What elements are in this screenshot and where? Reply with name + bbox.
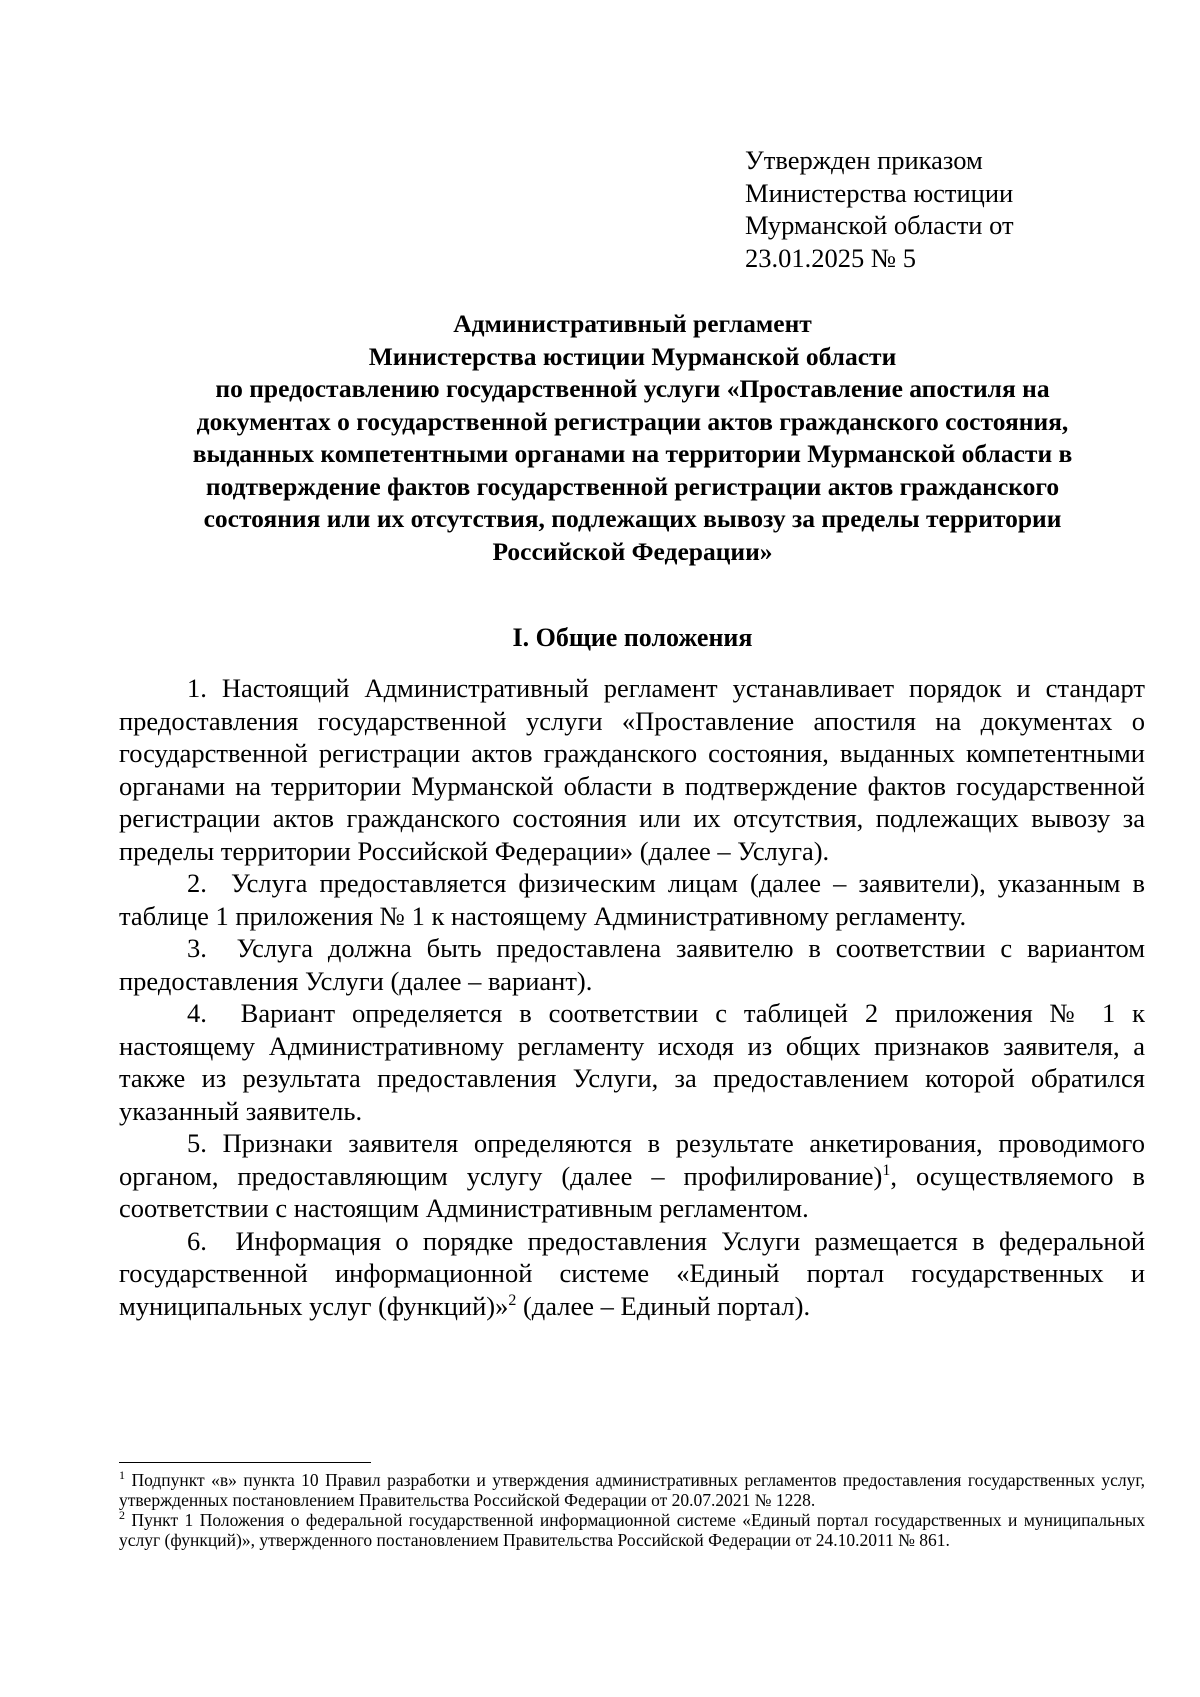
body-text [119,672,1145,1322]
section-heading: I. Общие положения [512,623,753,652]
paragraph [119,867,1145,932]
document-title [120,308,1145,568]
footnote-text: Подпункт «в» пункта 10 Правил разработки и утверждения административных регламентов предоставления государственных услуг, утвержденных постановлением Правительства Российской Федерации от 20.07.2021 № 1228. [119,1470,1145,1510]
footnote-mark: 1 [119,1468,125,1483]
paragraph-text: Настоящий Административный регламент устанавливает порядок и стандарт предоставления государственной услуги «Проставление апостиля на документах о государственной регистрации актов гражданского состояния, выданных компетентными органами на территории Мурманской области в подтверждение фактов государственной регистрации актов гражданского состояния или их отсутствия, подлежащих вывозу за пределы территории Российской Федерации» (далее – Услуга). [119,673,1145,866]
title-line: документах о государственной регистрации актов гражданского состояния, [196,406,1069,436]
paragraph [119,1127,1145,1225]
footnote [119,1510,1145,1550]
paragraph [119,672,1145,867]
approval-line: Мурманской области от [745,210,1014,240]
title-line: по предоставлению государственной услуги «Проставление апостиля на [215,374,1050,403]
title-line: Российской Федерации» [492,536,773,566]
title-line: состояния или их отсутствия, подлежащих вывозу за пределы территории [203,504,1062,533]
approval-line: 23.01.2025 № 5 [745,242,917,273]
approval-line: Утвержден приказом [745,145,983,175]
paragraph [119,1225,1145,1323]
paragraph-text: Информация о порядке предоставления Услуги размещается в федеральной государственной информационной системе «Единый портал государственных и муниципальных услуг (функций)» [119,1225,1146,1321]
paragraph [119,932,1145,997]
title-line: подтверждение фактов государственной регистрации актов гражданского [205,471,1060,501]
paragraph-number: 4. [187,998,207,1028]
approval-block [745,144,1105,274]
footnote-reference[interactable]: 1 [882,1161,891,1179]
paragraph-text: (далее – Единый портал). [516,1290,811,1321]
paragraph-number: 2. [187,868,207,898]
footnote-mark: 2 [119,1508,125,1523]
paragraph-number: 6. [187,1225,207,1256]
approval-line: Министерства юстиции [745,177,1014,208]
paragraph-text: Вариант определяется в соответствии с таблицей 2 приложения № 1 к настоящему Административному регламенту исходя из общих признаков заявителя, а также из результата предоставления Услуги, за предоставлением которой обратился указанный заявитель. [119,998,1146,1126]
footnote [119,1470,1145,1510]
title-line: Административный регламент [453,309,812,338]
paragraph-text: Услуга должна быть предоставлена заявителю в соответствии с вариантом предоставления Услуги (далее – вариант). [119,933,1145,996]
paragraph-text: Услуга предоставляется физическим лицам (далее – заявители), указанным в таблице 1 приложения № 1 к настоящему Административному регламенту. [119,868,1146,931]
paragraph-number: 3. [187,933,207,963]
title-line: Министерства юстиции Мурманской области [368,341,897,371]
footnote-separator [119,1462,371,1463]
paragraph [119,997,1145,1127]
title-line: выданных компетентными органами на территории Мурманской области в [192,439,1073,468]
paragraph-text: , осуществляемого в соответствии с настоящим Административным регламентом. [119,1160,1145,1223]
footnote-reference[interactable]: 2 [508,1291,517,1309]
paragraph-number: 1. [187,673,207,703]
footnotes [119,1470,1145,1550]
footnote-text: Пункт 1 Положения о федеральной государственной информационной системе «Единый портал государственных и муниципальных услуг (функций)», утвержденного постановлением Правительства Российской Федерации от 24.10.2011 № 861. [119,1510,1145,1550]
paragraph-number: 5. [187,1128,207,1158]
paragraph-text: Признаки заявителя определяются в результате анкетирования, проводимого органом, предоставляющим услугу (далее – профилирование) [119,1128,1146,1191]
